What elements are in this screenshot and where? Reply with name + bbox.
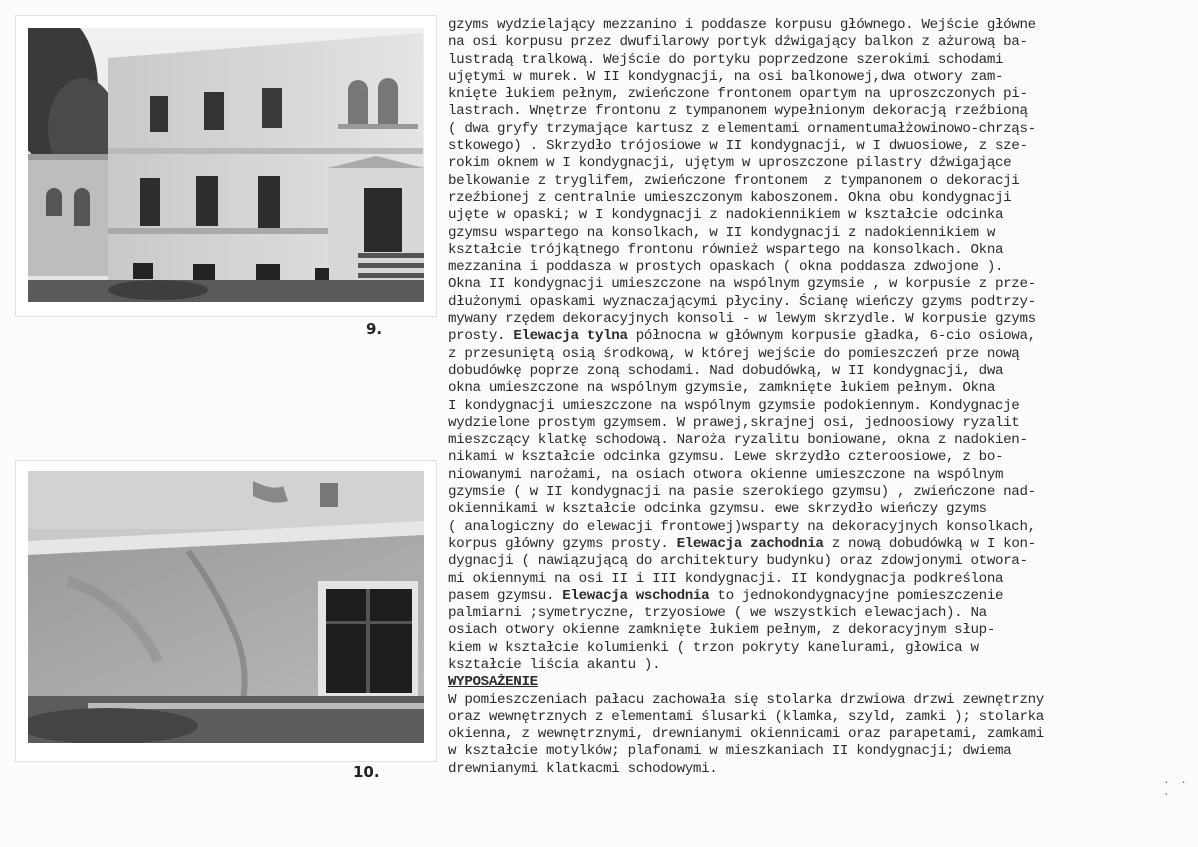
text-segment: W pomieszczeniach pałacu zachowała się stolarka drzwiowa drzwi zewnętrzny <box>448 691 1044 708</box>
text-segment: palmiarni ;symetryczne, trzyosiowe ( we wszystkich elewacjach). Na <box>448 605 987 622</box>
photo-caption-10: 10. <box>353 763 380 781</box>
text-line <box>448 571 1194 588</box>
text-line <box>448 190 1194 207</box>
text-line <box>448 398 1194 415</box>
text-segment: mi okiennymi na osi II i III kondygnacji. II kondygnacja podkreślona <box>448 570 1004 587</box>
text-line <box>448 225 1194 242</box>
text-segment: mywany rzędem dekoracyjnych konsoli - w lewym skrzydle. W korpusie gzyms <box>448 311 1036 328</box>
text-segment: rzeźbionej z centralnie umieszczonym kaboszonem. Okna obu kondygnacji <box>448 189 1012 206</box>
text-line <box>448 761 1194 778</box>
text-segment: gzymsie ( w II kondygnacji na pasie szerokiego gzymsu) , zwieńczone nad- <box>448 484 1036 501</box>
text-segment: belkowanie z tryglifem, zwieńczone frontonem z tympanonem o dekoracji <box>448 172 1020 189</box>
text-segment: dłużonymi opaskami wyznaczającymi płyciny. Ścianę wieńczy gzyms podtrzy- <box>448 293 1036 310</box>
text-line <box>448 363 1194 380</box>
text-segment: nikami w kształcie odcinka gzymsu. Lewe skrzydło czteroosiowe, z bo- <box>448 449 1004 466</box>
text-segment: okiennikami w kształcie odcinka gzymsu. ewe skrzydło wieńczy gzyms <box>448 501 987 518</box>
text-line <box>448 588 1194 605</box>
text-segment: mezzanina i poddasza w prostych opaskach ( okna poddasza zdwojone ). <box>448 259 1004 276</box>
text-line <box>448 173 1194 190</box>
text-segment: kiem w kształcie kolumienki ( trzon pokryty kanelurami, głowica w <box>448 639 979 656</box>
text-segment: ujęte w opaski; w I kondygnacji z nadokiennikiem w kształcie odcinka <box>448 207 1004 224</box>
text-line <box>448 138 1194 155</box>
text-line <box>448 657 1194 674</box>
text-segment: ujętymi w murek. W II kondygnacji, na osi balkonowej,dwa otwory zam- <box>448 68 1004 85</box>
text-line <box>448 69 1194 86</box>
text-segment: drewnianymi klatkacmi schodowymi. <box>448 760 718 777</box>
text-segment: ( dwa gryfy trzymające kartusz z elementami ornamentumałżowinowo-chrząs- <box>448 120 1036 137</box>
text-line <box>448 328 1194 345</box>
text-line <box>448 674 1194 691</box>
text-line <box>448 294 1194 311</box>
text-line <box>448 207 1194 224</box>
text-segment: w kształcie motylków; plafonami w mieszkaniach II kondygnacji; dwiema <box>448 743 1012 760</box>
text-line <box>448 346 1194 363</box>
text-segment: pasem gzymsu. <box>448 587 563 604</box>
text-segment: stkowego) . Skrzydło trójosiowe w II kondygnacji, w I dwuosiowe, z sze- <box>448 138 1028 155</box>
text-line <box>448 519 1194 536</box>
text-segment: rokim oknem w I kondygnacji, ujętym w uproszczone pilastry dźwigające <box>448 155 1012 172</box>
text-segment: gzymsu wspartego na konsolkach, w II kondygnacji z nadokiennikiem w <box>448 224 995 241</box>
text-segment: I kondygnacji umieszczone na wspólnym gzymsie podokiennym. Kondygnacje <box>448 397 1020 414</box>
photo-card-9 <box>15 15 437 317</box>
photo-caption-9: 9. <box>366 320 383 338</box>
text-line <box>448 86 1194 103</box>
text-line <box>448 259 1194 276</box>
text-line <box>448 415 1194 432</box>
text-segment: wydzielone prostym gzymsem. W prawej,skrajnej osi, jednoosiowy ryzalit <box>448 414 1020 431</box>
text-line <box>448 743 1194 760</box>
bold-term: Elewacja wschodnia <box>562 587 710 604</box>
text-segment: okna umieszczone na wspólnym gzymsie, zamknięte łukiem pełnym. Okna <box>448 380 995 397</box>
text-line <box>448 484 1194 501</box>
text-line <box>448 640 1194 657</box>
text-line <box>448 467 1194 484</box>
text-segment: na osi korpusu przez dwufilarowy portyk dźwigający balkon z ażurową ba- <box>448 34 1028 51</box>
photo-card-10 <box>15 460 437 762</box>
text-line <box>448 311 1194 328</box>
text-line <box>448 553 1194 570</box>
text-segment: kształcie trójkątnego frontonu również wspartego na konsolkach. Okna <box>448 241 1004 258</box>
text-line <box>448 692 1194 709</box>
text-line <box>448 155 1194 172</box>
text-line <box>448 432 1194 449</box>
text-line <box>448 726 1194 743</box>
text-line <box>448 17 1194 34</box>
text-segment: z nową dobudówką w I kon- <box>823 535 1036 552</box>
text-line <box>448 501 1194 518</box>
text-segment: dygnacji ( nawiązującą do architektury budynku) oraz zdowjonymi otwora- <box>448 553 1028 570</box>
typewritten-description <box>448 17 1194 778</box>
photo-rear-wall <box>28 471 424 743</box>
text-line <box>448 709 1194 726</box>
text-segment: mieszczący klatkę schodową. Naroża ryzalitu boniowane, okna z nadokien- <box>448 432 1028 449</box>
text-line <box>448 34 1194 51</box>
text-segment: Okna II kondygnacji umieszczone na wspólnym gzymsie , w korpusie z prze- <box>448 276 1036 293</box>
text-line <box>448 380 1194 397</box>
margin-dots: . . . <box>1163 775 1189 799</box>
text-line <box>448 103 1194 120</box>
photo-palace-facade <box>28 28 424 302</box>
text-segment: północna w głównym korpusie gładka, 6-cio osiowa, <box>627 328 1036 345</box>
bold-term: Elewacja tylna <box>513 328 628 345</box>
text-line <box>448 121 1194 138</box>
text-segment: oraz wewnętrznych z elementami ślusarki (klamka, szyld, zamki ); stolarka <box>448 708 1044 725</box>
section-heading: WYPOSAŻENIE <box>448 674 538 691</box>
text-line <box>448 242 1194 259</box>
text-line <box>448 622 1194 639</box>
text-segment: dobudówkę poprze zoną schodami. Nad dobudówką, w II kondygnacji, dwa <box>448 362 1004 379</box>
text-segment: okienna, z wewnętrznymi, drewnianymi okiennicami oraz parapetami, zamkami <box>448 726 1044 743</box>
text-line <box>448 449 1194 466</box>
text-line <box>448 536 1194 553</box>
text-segment: niowanymi narożami, na osiach otwora okienne umieszczone na wspólnym <box>448 466 1004 483</box>
text-segment: prosty. <box>448 328 514 345</box>
text-segment: z przesuniętą osią środkową, w której wejście do pomieszczeń prze nową <box>448 345 1020 362</box>
text-segment: gzyms wydzielający mezzanino i poddasze korpusu głównego. Wejście główne <box>448 17 1036 33</box>
text-segment: to jednokondygnacyjne pomieszczenie <box>709 587 1004 604</box>
text-segment: knięte łukiem pełnym, zwieńczone frontonem opartym na uproszczonych pi- <box>448 86 1028 103</box>
text-segment: kształcie liścia akantu ). <box>448 656 661 673</box>
bold-term: Elewacja zachodnia <box>676 535 824 552</box>
text-segment: korpus główny gzyms prosty. <box>448 535 677 552</box>
text-segment: lustradą tralkową. Wejście do portyku poprzedzone szerokimi schodami <box>448 51 1004 68</box>
text-line <box>448 605 1194 622</box>
text-line <box>448 276 1194 293</box>
text-segment: osiach otwory okienne zamknięte łukiem pełnym, z dekoracyjnym słup- <box>448 622 995 639</box>
text-segment: lastrach. Wnętrze frontonu z tympanonem wypełnionym dekoracją rzeźbioną <box>448 103 1028 120</box>
text-line <box>448 52 1194 69</box>
text-segment: ( analogiczny do elewacji frontowej)wsparty na dekoracyjnych konsolkach, <box>448 518 1036 535</box>
